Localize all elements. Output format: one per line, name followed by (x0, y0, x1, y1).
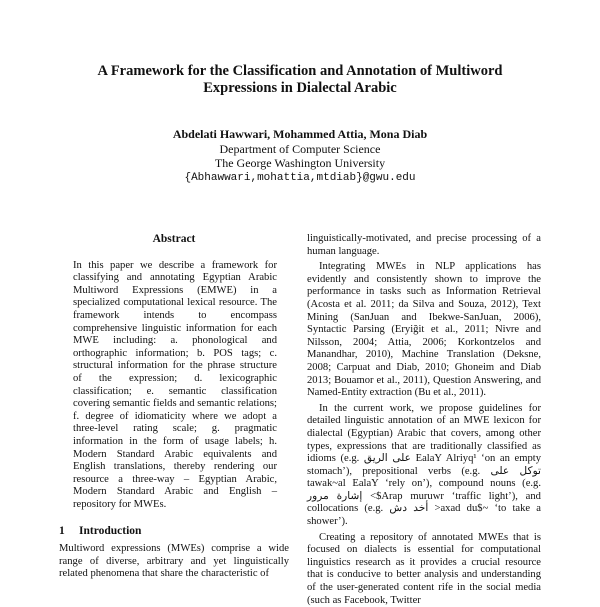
section-heading (59, 525, 289, 538)
left-column (59, 233, 289, 581)
department: Department of Computer Science (219, 141, 381, 156)
abstract-text: In this paper we describe a framework for classifying and annotating Egyptian Arabic Multiword Expressions (EMWE) in a specialized computational lexical resource. The framework intends to encompass comprehensive linguistic information for each MWE including: a. phonological and orthographic information; b. POS tags; c. structural information for the phrase structure of the expression; d. lexicographic classification; e. semantic classification covering semantic fields and semantic relations; f. degree of idiomaticity where we adopt a three-level rating scale; g. pragmatic information in the form of usage labels; h. Modern Standard Arabic equivalents and English translations, thereby rendering our resource a three-way – Egyptian Arabic, Modern Standard Arabic and English – repository for MWEs. (73, 259, 277, 510)
abstract-heading: Abstract (152, 233, 196, 245)
right-column (307, 233, 541, 607)
university: The George Washington University (214, 156, 386, 170)
paper-title: A Framework for the Classification and Annotation of Multiword Expressions in Dialectal Arabic (97, 63, 503, 96)
paragraph: Creating a repository of annotated MWEs that is focused on dialects is essential for computational linguistics research as it provides a crucial resource that is conducive to better analysis and understanding of the user-generated content rife in the social media (such as Facebook, Twitter (307, 531, 541, 606)
section-title: Introduction (79, 525, 142, 538)
introduction-paragraph: Multiword expressions (MWEs) comprise a wide range of diverse, arbitrary and yet linguistically related phenomena that share the characteristic of (59, 543, 289, 580)
author-email: {Abhawwari,mohattia,mtdiab}@gwu.edu (184, 171, 416, 184)
paragraph: linguistically-motivated, and precise processing of a human language. (307, 233, 541, 257)
author-names: Abdelati Hawwari, Mohammed Attia, Mona Diab (172, 127, 428, 141)
author-block (60, 127, 540, 185)
paragraph: In the current work, we propose guidelines for detailed linguistic annotation of an MWE lexicon for dialectal (Egyptian) Arabic that covers, among other types, expressions that are traditionally classified as idioms (e.g. على الريق EalaY Alriyq¹ ‘on an empty stomach’), prepositional verbs (e.g. توكل على tawak~al EalaY ‘rely on’), compound nouns (e.g. إشارة مرور <$Arap muruwr ‘traffic light’), and collocations (e.g. أخد دش >axad du$~ ‘to take a shower’). (307, 402, 541, 528)
section-number: 1 (59, 525, 65, 538)
paragraph: Integrating MWEs in NLP applications has evidently and consistently shown to improve the performance in tasks such as Information Retrieval (Acosta et al. 2011; da Silva and Souza, 2012), Text Mining (SanJuan and Ibekwe-SanJuan, 2006), Syntactic Parsing (Eryiğit et al., 2011; Nivre and Nilsson, 2004; Attia, 2006; Korkontzelos and Manandhar, 2010), Machine Translation (Deksne, 2008; Carpuat and Diab, 2010; Ghoneim and Diab 2013; Bouamor et al., 2011), Question Answering, and Named-Entity extraction (Bu et al., 2011). (307, 261, 541, 399)
